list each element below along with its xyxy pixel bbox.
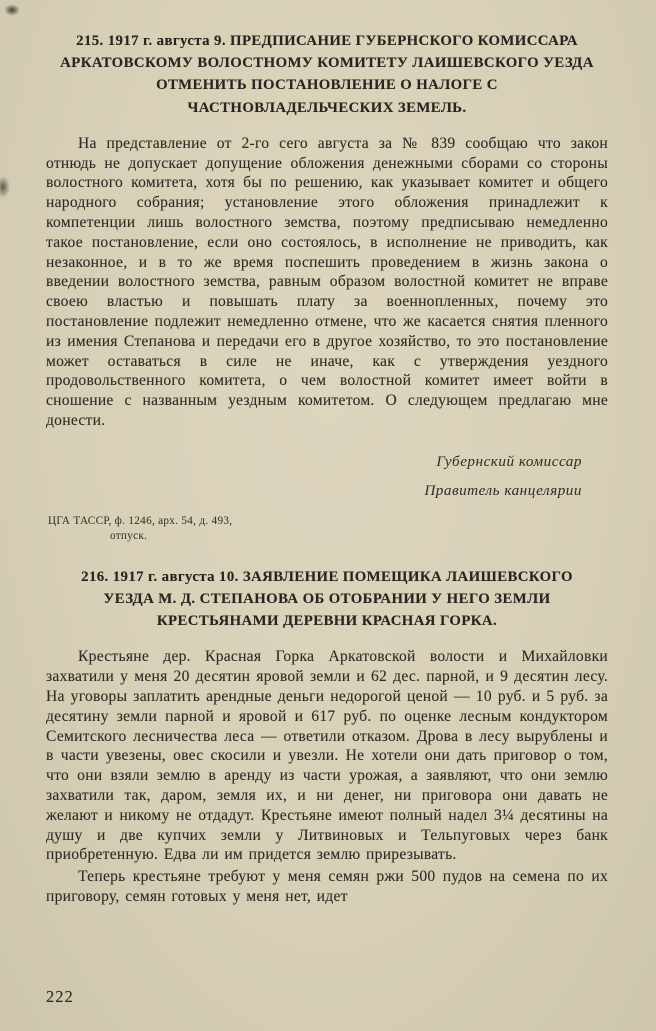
document-216 bbox=[46, 566, 608, 907]
archive-reference-line-1: ЦГА ТАССР, ф. 1246, арх. 54, д. 493, bbox=[48, 514, 233, 527]
document-215-body: На представление от 2-го сего августа за № 839 сообщаю что закон отнюдь не допускает допущение обложения денежными сборами со стороны волостного комитета, хотя бы по решению, как указывает комитет и общего народного собрания; установление этого обложения принадлежит к компетенции лишь волостного земства, поэтому предписываю немедленно такое постановление, если оно состоялось, в исполнение не приводить, как незаконное, и в то же время поспешить проведением в жизнь закона о введении волостного земства, равным образом волостной комитет не вправе своею властью и повышать плату за военнопленных, почему это постановление подлежит немедленно отмене, что же касается снятия пленного из имения Степанова и передачи его в другое хозяйство, то это постановление может оставаться в силе не иначе, как с утверждения уездного продовольственного комитета, о чем волостной комитет имеет войти в сношение с названным уездным комитетом. О следующем предлагаю мне донести. bbox=[46, 134, 608, 429]
document-216-paragraph-1: Крестьяне дер. Красная Горка Аркатовской волости и Михайловки захватили у меня 20 десятин яровой земли и 62 дес. парной, и 9 десятин лесу. На уговоры заплатить арендные деньги недорогой ценой — 10 руб. и 5 руб. за десятину земли парной и яровой и 617 руб. по оценке лесным кондуктором Семитского лесничества леса — ответили отказом. Дрова в лесу вырублены и в части увезены, овес скосили и увезли. Не хотели они дать приговор о том, что они взяли землю в аренду из части урожая, а заявляют, что они землю захватили так, даром, земля их, и ни денег, ни приговора они давать не желают и никому не отдадут. Крестьяне имеют полный надел 3¼ десятины на душу и две купчих земли у Литвиновых и Тельпуговых через банк приобретенную. Едва ли им придется землю прирезывать. bbox=[46, 648, 608, 864]
document-215 bbox=[46, 30, 608, 544]
archive-reference bbox=[48, 514, 608, 544]
archive-reference-line-2: отпуск. bbox=[110, 529, 148, 542]
document-216-body bbox=[46, 647, 608, 906]
document-216-paragraph-2: Теперь крестьяне требуют у меня семян ржи 500 пудов на семена по их приговору, семян готовых у меня нет, идет bbox=[46, 868, 608, 906]
signature-chancellery-head: Правитель канцелярии bbox=[424, 481, 582, 499]
signature-governor-commissar: Губернский комиссар bbox=[436, 452, 582, 470]
document-215-heading: 215. 1917 г. августа 9. ПРЕДПИСАНИЕ ГУБЕРНСКОГО КОМИССАРА АРКАТОВСКОМУ ВОЛОСТНОМУ КОМИТЕТУ ЛАИШЕВСКОГО УЕЗДА ОТМЕНИТЬ ПОСТАНОВЛЕНИЕ О НАЛОГЕ С ЧАСТНОВЛАДЕЛЬЧЕСКИХ ЗЕМЕЛЬ. bbox=[60, 33, 594, 116]
page-number: 222 bbox=[46, 987, 74, 1006]
document-216-heading: 216. 1917 г. августа 10. ЗАЯВЛЕНИЕ ПОМЕЩИКА ЛАИШЕВСКОГО УЕЗДА М. Д. СТЕПАНОВА ОБ ОТОБРАНИИ У НЕГО ЗЕМЛИ КРЕСТЬЯНАМИ ДЕРЕВНИ КРАСНАЯ ГОРКА. bbox=[81, 568, 573, 630]
signature-block bbox=[46, 453, 582, 500]
